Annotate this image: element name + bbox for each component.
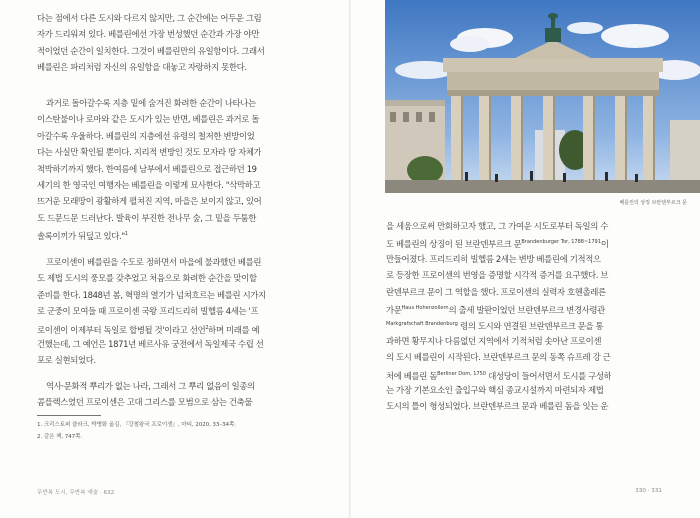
text-line: 도 제법 도시의 풍모를 갖추었고 처음으로 화려한 순간을 맞이할 xyxy=(37,273,257,284)
text-line: 로 군중이 모여들 때 프로이센 국왕 프리드리히 빌헬름 4세는 '프 xyxy=(37,306,259,317)
text: 대성당이 들어서면서 도시를 구성하 xyxy=(486,370,612,381)
text-line: 세기의 한 영국인 여행자는 베를린을 이렇게 묘사한다. "삭막하고 xyxy=(37,179,261,190)
text: 령의 도시와 연결된 브란덴부르크 문을 통 xyxy=(457,321,604,332)
brandenburg-gate-photo xyxy=(385,0,700,193)
text-line xyxy=(386,284,611,300)
text: 도 베를린의 상징이 된 브란덴부르크 문 xyxy=(386,239,522,250)
text-line: 포로 실현되었다. xyxy=(37,355,96,366)
text-line: 준비를 한다. 1848년 봄, 혁명의 열기가 넘쳐흐르는 베를린 시가지 xyxy=(37,289,266,300)
text: 로이센이 이제부터 독일로 합병될 것'이라고 선언 xyxy=(37,324,206,335)
footnote-1: 1. 크리스토퍼 클라크, 박병화 옮김, 『강철왕국 프로이센』, 마티, 2020, 33–34쪽. xyxy=(37,422,236,428)
text-line xyxy=(386,316,611,332)
left-paragraph-1 xyxy=(37,10,264,76)
text-line: 자가 드리워져 있다. 베를린에선 가장 번성했던 순간과 가장 야만 xyxy=(37,29,260,40)
text: 란덴부르크 문이 그 역할을 했다. 프로이센의 실력자 호헨촐레른 xyxy=(386,286,606,297)
text-line xyxy=(386,300,611,316)
footnote-rule xyxy=(37,415,101,416)
footnote-2: 2. 같은 책, 747쪽. xyxy=(37,434,83,440)
text-line: 베를린은 파리처럼 자신의 유일함을 대놓고 자랑하지 못한다. xyxy=(37,62,247,73)
text-line xyxy=(386,251,611,267)
superscript-note: Brandenburger Tor, 1788~1791 xyxy=(521,239,601,246)
right-paragraph xyxy=(386,218,611,415)
text: 솔록이끼가 뒤덮고 있다." xyxy=(37,231,125,242)
text-line xyxy=(386,398,611,414)
photo-caption: 베를린의 상징 브란덴부르크 문 xyxy=(619,200,687,206)
text-line xyxy=(386,333,611,349)
text-line: 다는 점에서 다른 도시와 다르지 않지만, 그 순간에는 어두운 그림 xyxy=(37,13,262,23)
footnote-ref: 2 xyxy=(205,324,209,331)
text: 만들어졌다. 프리드리히 빌헬름 2세는 변방 베를린에 기적적으 xyxy=(386,253,601,264)
left-paragraph-3 xyxy=(37,254,266,369)
text: 도시의 틀이 형성되었다. 브란덴부르크 문과 베를린 돔을 잇는 운 xyxy=(386,401,609,412)
text-line-with-ref xyxy=(37,320,266,336)
text-line: 다는 사실만 확인될 뿐이다. 지리적 변방인 것도 모자라 땅 자체가 xyxy=(37,147,262,158)
left-paragraph-2 xyxy=(37,95,261,243)
text-line: 척박하기까지 했다. 한여름에 남부에서 베를린으로 접근하던 19 xyxy=(37,163,257,174)
superscript-note: Haus Hohenzollern xyxy=(401,304,449,311)
right-folio: 330 · 331 xyxy=(635,488,662,494)
text: 처에 베를린 돔 xyxy=(386,370,438,381)
text-line: 콤플렉스였던 프로이센은 고대 그리스를 모범으로 삼는 건축물 xyxy=(37,397,253,408)
text: 과하면 황무지나 다름없던 지역에서 기적처럼 솟아난 프로이센 xyxy=(386,335,602,346)
gutter xyxy=(349,0,351,518)
text-line xyxy=(386,382,611,398)
text-line: 이스탄불이나 로마와 같은 도시가 있는 반면, 베를린은 과거로 돌 xyxy=(37,114,260,125)
text: 는 가장 기본요소인 출입구와 핵심 종교시설까지 마련되자 제법 xyxy=(386,384,604,395)
text: 을 세움으로써 만회하고자 했고, 그 가여운 시도로부터 독일의 수 xyxy=(386,221,609,231)
text-line xyxy=(386,349,611,365)
text-line xyxy=(386,267,611,283)
text: 이 xyxy=(600,239,609,250)
text-line: 역사·문화적 뿌리가 없는 나라, 그래서 그 뿌리 없음이 일종의 xyxy=(46,381,255,391)
text-line xyxy=(386,366,611,382)
left-folio: 무반복 도시, 무반복 예술 · 632 xyxy=(37,490,115,496)
text: 가문 xyxy=(386,304,402,315)
photo-illustration xyxy=(385,0,700,193)
text: 의 도시 베를린이 시작된다. 브란덴부르크 문의 동쪽 슈프레 강 근 xyxy=(386,352,611,363)
text-line xyxy=(386,234,611,250)
text-line: 과거로 돌아갈수록 지층 밑에 숨겨진 화려한 순간이 나타나는 xyxy=(46,98,256,108)
superscript-note: Berliner Dom, 1750 xyxy=(437,370,486,377)
superscript-note: Markgrafschaft Brandenburg xyxy=(386,321,458,328)
text-line xyxy=(386,218,611,234)
text-line-with-ref xyxy=(37,226,261,242)
text: 로 등장한 프로이센의 번영을 증명할 시각적 증거를 요구했다. 브 xyxy=(386,270,609,281)
left-paragraph-4 xyxy=(37,378,255,411)
text: 의 출세 발판이었던 브란덴부르크 변경사령관 xyxy=(448,304,605,315)
footnote-ref: 1 xyxy=(124,231,128,238)
text-line: 건했는데, 그 예언은 1871년 베르사유 궁전에서 독일제국 수립 선 xyxy=(37,338,264,349)
text: 하며 미래를 예 xyxy=(208,324,260,335)
text-line: 뜨거운 모래땅이 광활하게 펼쳐진 지역, 마을은 보이지 않고, 있어 xyxy=(37,196,262,207)
text-line: 아갈수록 우울하다. 베를린의 지층에선 유령의 철저한 변방이었 xyxy=(37,130,255,141)
text-line: 프로이센이 베를린을 수도로 정하면서 마을에 불과했던 베를린 xyxy=(46,257,262,267)
text-line: 도 드문드문 드러난다. 발육이 부진한 전나무 숲, 그 밑을 두툼한 xyxy=(37,212,256,223)
text-line: 적이었던 순간이 일치한다. 그것이 베를린만의 유일함이다. 그래서 xyxy=(37,45,265,56)
